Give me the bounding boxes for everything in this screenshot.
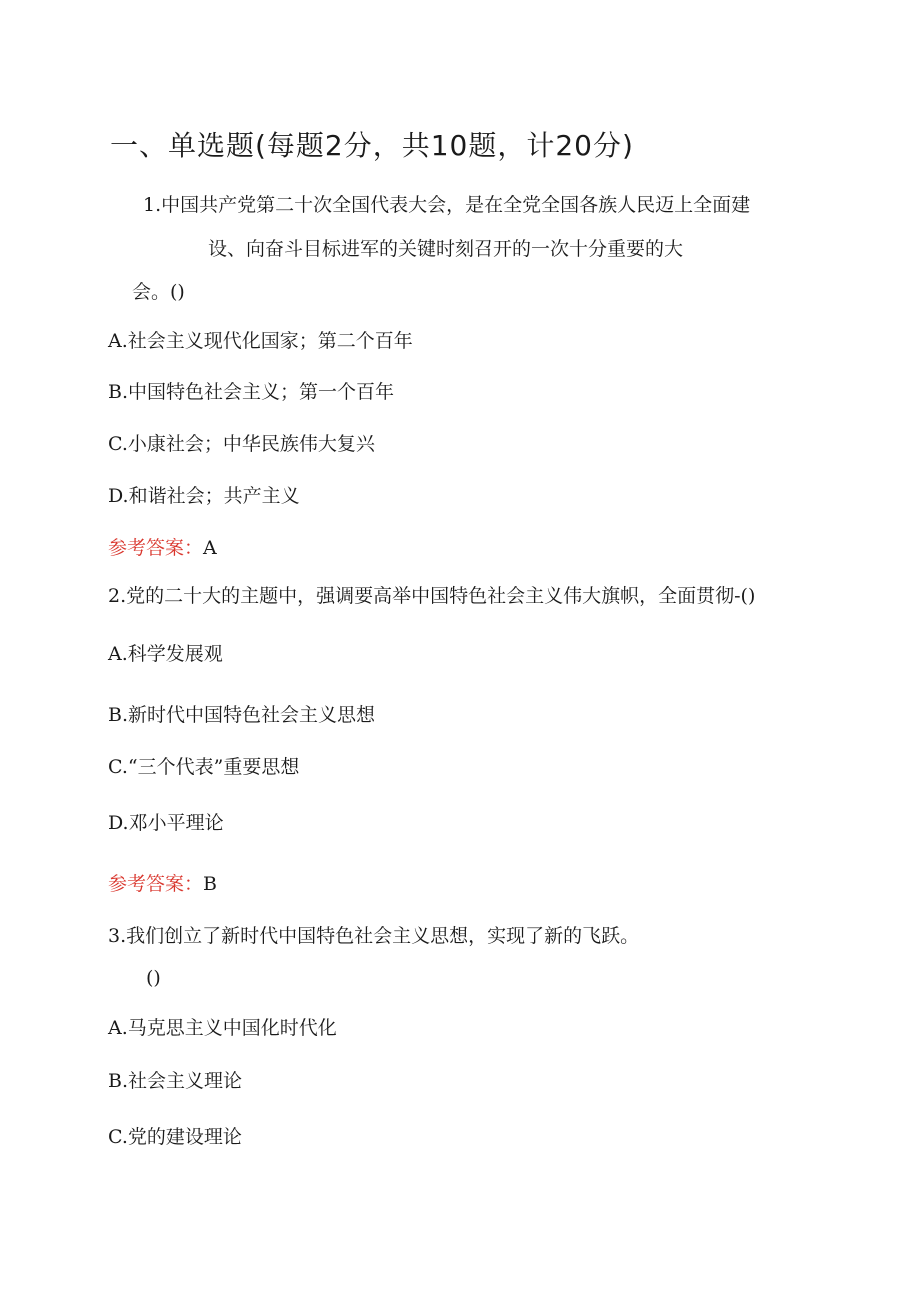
- question-1-stem-line-3: 会。(): [132, 281, 185, 303]
- question-2-option-c: C.“三个代表”重要思想: [108, 756, 300, 778]
- answer-label: 参考答案：: [108, 873, 204, 895]
- question-1-stem-line-1: 1.中国共产党第二十次全国代表大会，是在全党全国各族人民迈上全面建: [143, 194, 751, 216]
- answer-label: 参考答案：: [108, 537, 204, 559]
- question-3-stem-line-1: 3.我们创立了新时代中国特色社会主义思想，实现了新的飞跃。: [108, 925, 640, 947]
- question-2-option-a: A.科学发展观: [108, 643, 223, 665]
- answer-value: A: [203, 537, 217, 559]
- question-1-option-d: D.和谐社会；共产主义: [108, 485, 300, 507]
- question-3-option-c: C.党的建设理论: [108, 1126, 242, 1148]
- question-2-option-d: D.邓小平理论: [108, 812, 224, 834]
- question-2-option-b: B.新时代中国特色社会主义思想: [108, 704, 376, 726]
- question-1-option-a: A.社会主义现代化国家；第二个百年: [108, 330, 413, 352]
- question-1-stem-line-2: 设、向奋斗目标进军的关键时刻召开的一次十分重要的大: [208, 238, 684, 260]
- answer-value: B: [203, 873, 217, 895]
- question-1-answer: [108, 536, 217, 560]
- section-title: 一、单选题(每题2分，共10题，计20分): [110, 129, 634, 162]
- question-1-option-b: B.中国特色社会主义；第一个百年: [108, 381, 395, 403]
- question-1-option-c: C.小康社会；中华民族伟大复兴: [108, 433, 375, 455]
- question-3-option-b: B.社会主义理论: [108, 1070, 243, 1092]
- question-2-stem-line-1: 2.党的二十大的主题中，强调要高举中国特色社会主义伟大旗帜，全面贯彻-(): [108, 585, 756, 607]
- question-3-stem-line-2: (): [146, 967, 161, 989]
- question-2-answer: [108, 872, 217, 896]
- question-3-option-a: A.马克思主义中国化时代化: [108, 1017, 337, 1039]
